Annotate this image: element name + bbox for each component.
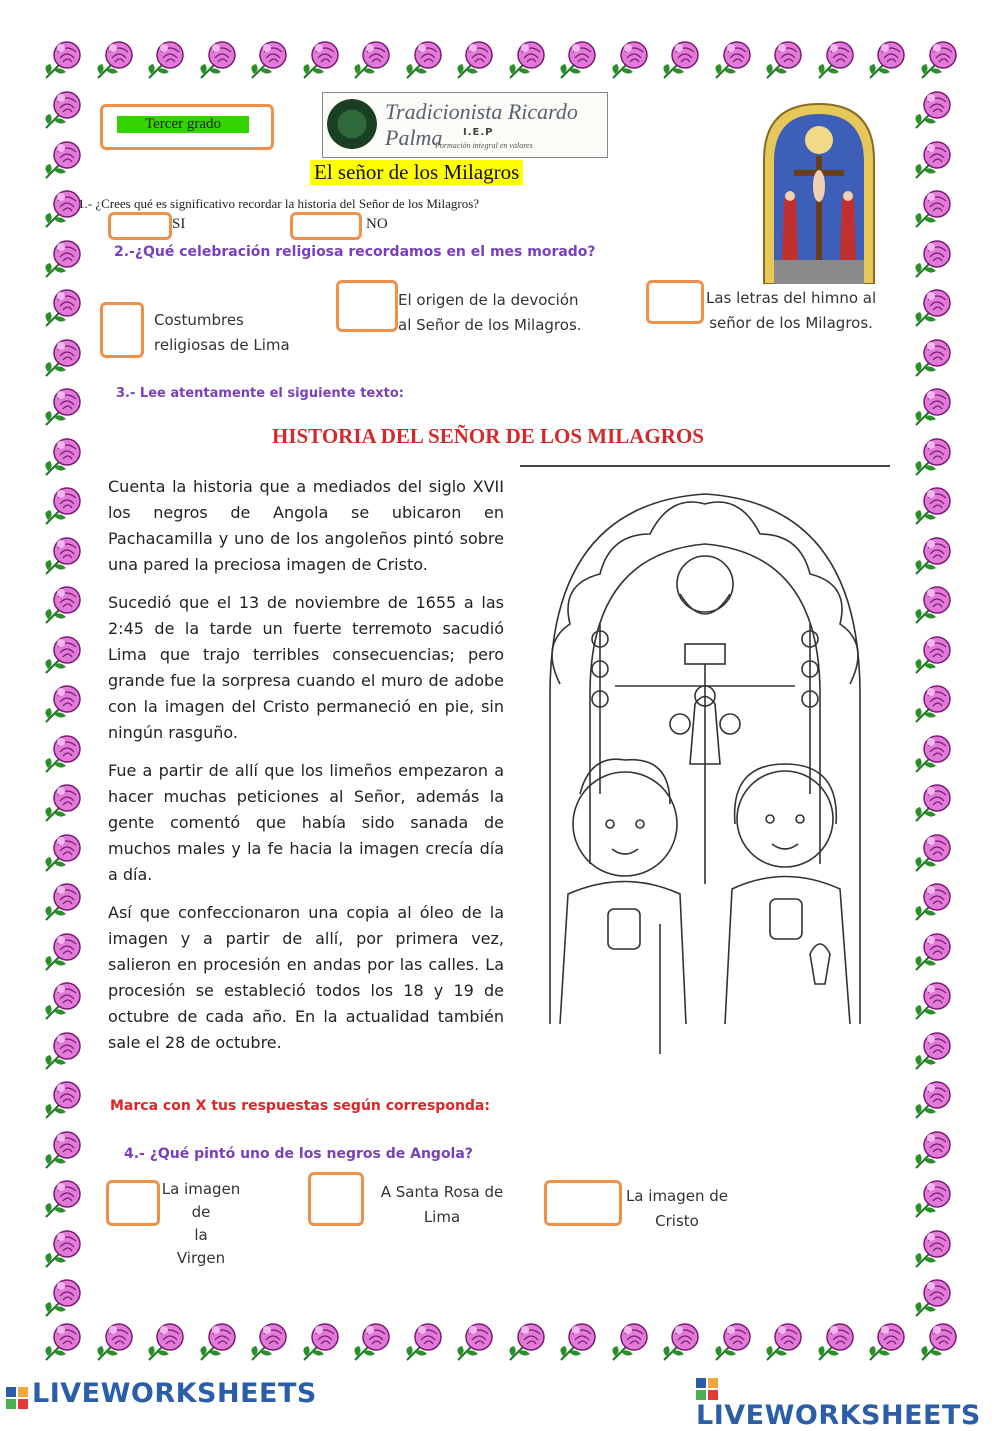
school-type: I.E.P (463, 127, 494, 138)
flower-icon (761, 38, 805, 82)
school-logo (322, 92, 608, 158)
school-name: Tradicionista Ricardo Palma (385, 99, 578, 150)
flower-icon (40, 138, 84, 182)
flower-icon (710, 38, 754, 82)
flower-icon (349, 38, 393, 82)
q4-option-3-label (620, 1184, 734, 1234)
flower-icon (710, 1320, 754, 1364)
q4-option-2-line2: Lima (423, 1208, 461, 1226)
flower-icon (40, 336, 84, 380)
flower-icon (40, 682, 84, 726)
flower-icon (246, 38, 290, 82)
coloring-illustration (520, 464, 890, 1062)
flower-icon (195, 1320, 239, 1364)
flower-border-left (40, 88, 90, 1320)
flower-icon (504, 38, 548, 82)
q4-option-1-box[interactable] (106, 1180, 160, 1226)
story-title: HISTORIA DEL SEÑOR DE LOS MILAGROS (272, 424, 704, 448)
q4-option-1-line2: la (194, 1226, 208, 1244)
flower-icon (910, 583, 954, 627)
flower-icon (40, 1320, 84, 1364)
flower-icon (452, 1320, 496, 1364)
flower-icon (658, 38, 702, 82)
flower-icon (40, 1276, 84, 1320)
page-title: El señor de los Milagros (310, 160, 523, 185)
flower-icon (40, 1078, 84, 1122)
flower-icon (40, 831, 84, 875)
flower-icon (910, 88, 954, 132)
instruction: Marca con X tus respuestas según corresponda: (110, 1098, 490, 1114)
story-paragraph: Así que confeccionaron una copia al óleo de la imagen y a partir de allí, por primera vez, salieron en procesión en andas por las calles. La procesión se estableció todos los 18 y 19 de octubre de cada año. En la actualidad también sale el 28 de octubre. (108, 903, 504, 1052)
flower-icon (40, 534, 84, 578)
flower-icon (910, 1276, 954, 1320)
footer-brand-left (6, 1378, 317, 1409)
flower-icon (40, 930, 84, 974)
flower-icon (40, 1128, 84, 1172)
flower-icon (910, 138, 954, 182)
question-1: 1.- ¿Crees qué es significativo recordar la historia del Señor de los Milagros? (78, 196, 480, 211)
liveworksheets-logo-icon (6, 1387, 28, 1409)
brand-label: LIVEWORKSHEETS (32, 1378, 317, 1409)
flower-icon (555, 1320, 599, 1364)
flower-icon (555, 38, 599, 82)
q4-option-2-box[interactable] (308, 1172, 364, 1226)
flower-icon (40, 880, 84, 924)
q4-option-3-line2: Cristo (655, 1212, 699, 1230)
q1-yes-answer-box[interactable] (108, 212, 172, 240)
flower-icon (92, 38, 136, 82)
flower-icon (910, 1029, 954, 1073)
flower-icon (910, 187, 954, 231)
flower-icon (143, 38, 187, 82)
flower-icon (607, 38, 651, 82)
flower-icon (813, 1320, 857, 1364)
q4-option-1-line1: La imagen de (161, 1180, 241, 1221)
q2-option-1-line1: Costumbres (154, 311, 244, 329)
flower-icon (910, 1078, 954, 1122)
school-tagline: Formación integral en valores (435, 141, 533, 150)
flower-icon (40, 286, 84, 330)
q2-option-2-label (398, 288, 582, 338)
flower-icon (40, 435, 84, 479)
flower-icon (40, 385, 84, 429)
q2-option-1-box[interactable] (100, 302, 144, 358)
flower-icon (916, 1320, 960, 1364)
flower-icon (40, 1177, 84, 1221)
flower-icon (910, 435, 954, 479)
flower-icon (910, 880, 954, 924)
question-2: 2.-¿Qué celebración religiosa recordamos en el mes morado? (114, 244, 596, 260)
story-paragraph: Cuenta la historia que a mediados del siglo XVII los negros de Angola se ubicaron en Pachacamilla y uno de los angoleños pintó sobre una pared la preciosa imagen de Cristo. (108, 477, 504, 574)
flower-icon (761, 1320, 805, 1364)
flower-icon (40, 88, 84, 132)
q2-option-1-label (154, 308, 290, 358)
q2-option-3-label (706, 286, 876, 336)
flower-icon (910, 385, 954, 429)
q4-option-2-line1: A Santa Rosa de (380, 1183, 504, 1201)
q1-no-label: NO (366, 216, 388, 232)
q2-option-2-line1: El origen de la devoción (398, 291, 579, 309)
flower-icon (910, 979, 954, 1023)
flower-icon (452, 38, 496, 82)
flower-icon (864, 38, 908, 82)
flower-icon (910, 237, 954, 281)
q2-option-2-box[interactable] (336, 280, 398, 332)
flower-icon (910, 930, 954, 974)
q4-option-3-line1: La imagen de (625, 1187, 729, 1205)
flower-icon (298, 1320, 342, 1364)
story-paragraph: Fue a partir de allí que los limeños empezaron a hacer muchas peticiones al Señor, además la gente comentó que había sido sanada de muchos males y la fe hacia la imagen crecía día a día. (108, 761, 504, 884)
flower-icon (349, 1320, 393, 1364)
question-3: 3.- Lee atentamente el siguiente texto: (116, 386, 404, 401)
flower-icon (40, 484, 84, 528)
q2-option-3-line1: Las letras del himno al (706, 289, 877, 307)
school-emblem-icon (327, 99, 377, 149)
flower-icon (40, 237, 84, 281)
flower-icon (40, 583, 84, 627)
flower-icon (864, 1320, 908, 1364)
flower-icon (607, 1320, 651, 1364)
flower-icon (143, 1320, 187, 1364)
flower-icon (40, 979, 84, 1023)
flower-icon (910, 1177, 954, 1221)
flower-icon (401, 1320, 445, 1364)
brand-label: LIVEWORKSHEETS (696, 1400, 981, 1431)
flower-icon (40, 781, 84, 825)
question-4: 4.- ¿Qué pintó uno de los negros de Angola? (124, 1146, 473, 1162)
flower-icon (195, 38, 239, 82)
flower-border-bottom (40, 1320, 960, 1370)
flower-icon (910, 1227, 954, 1271)
flower-icon (298, 38, 342, 82)
flower-border-top (40, 38, 960, 88)
flower-icon (910, 286, 954, 330)
q2-option-3-box[interactable] (646, 280, 704, 324)
story-paragraph: Sucedió que el 13 de noviembre de 1655 a las 2:45 de la tarde un fuerte terremoto sacudió Lima que trajo terribles consecuencias; pero grande fue la sorpresa cuando el muro de adobe con la imagen del Cristo permaneció en pie, sin ningún rasguño. (108, 593, 504, 742)
story-text (108, 474, 504, 1068)
q4-option-1-label (156, 1178, 246, 1270)
flower-icon (658, 1320, 702, 1364)
flower-icon (92, 1320, 136, 1364)
q4-option-2-label (372, 1180, 512, 1230)
flower-icon (910, 682, 954, 726)
flower-icon (916, 38, 960, 82)
liveworksheets-logo-icon (696, 1378, 718, 1400)
footer-brand-right (696, 1378, 1000, 1431)
flower-icon (910, 484, 954, 528)
flower-icon (910, 732, 954, 776)
q4-option-1-line3: Virgen (176, 1249, 226, 1267)
flower-icon (40, 732, 84, 776)
flower-icon (40, 633, 84, 677)
flower-icon (910, 336, 954, 380)
flower-border-right (910, 88, 960, 1320)
flower-icon (910, 1128, 954, 1172)
q2-option-1-line2: religiosas de Lima (154, 336, 290, 354)
q4-option-3-box[interactable] (544, 1180, 622, 1226)
q2-option-2-line2: al Señor de los Milagros. (398, 316, 582, 334)
grade-label: Tercer grado (117, 116, 249, 133)
flower-icon (813, 38, 857, 82)
flower-icon (910, 534, 954, 578)
flower-icon (40, 1029, 84, 1073)
flower-icon (401, 38, 445, 82)
q2-option-3-line2: señor de los Milagros. (709, 314, 873, 332)
flower-icon (910, 633, 954, 677)
flower-icon (40, 38, 84, 82)
q1-no-answer-box[interactable] (290, 212, 362, 240)
flower-icon (504, 1320, 548, 1364)
flower-icon (246, 1320, 290, 1364)
flower-icon (910, 781, 954, 825)
flower-icon (910, 831, 954, 875)
stained-glass-image (760, 100, 878, 284)
flower-icon (40, 1227, 84, 1271)
q1-yes-label: SI (172, 216, 186, 232)
grade-box (100, 104, 274, 150)
